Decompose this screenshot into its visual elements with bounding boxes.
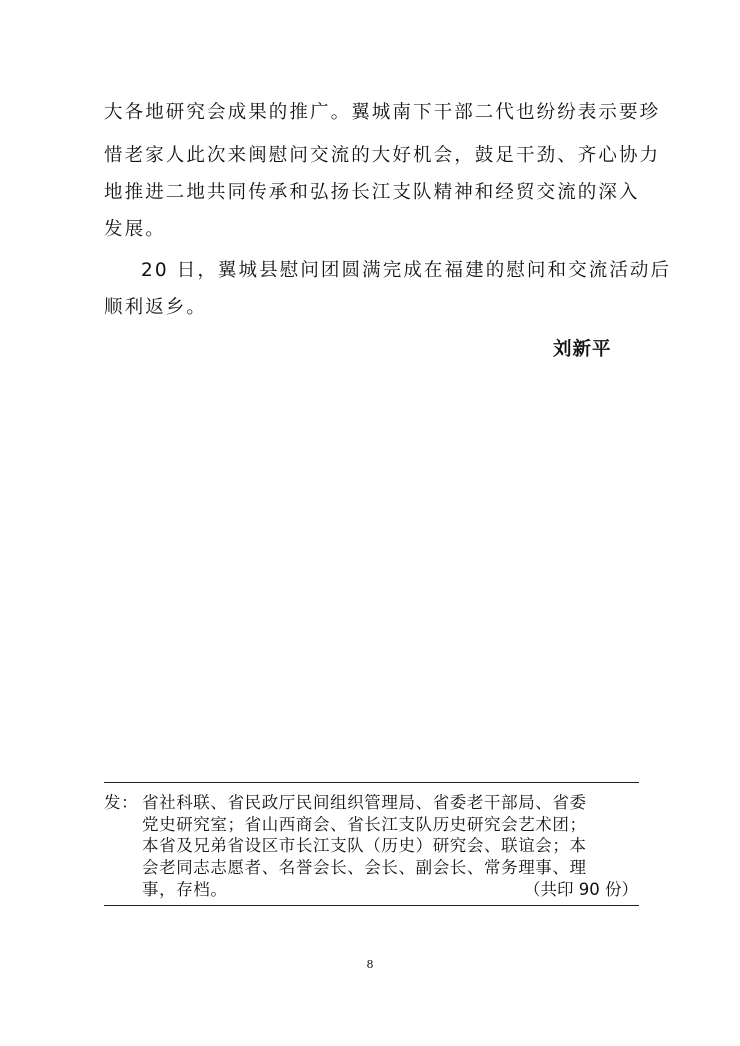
distribution-top-rule <box>104 782 639 783</box>
distribution-line: 党史研究室；省山西商会、省长江支队历史研究会艺术团； <box>142 815 587 834</box>
distribution-bottom-rule <box>104 905 639 906</box>
distribution-line: 会老同志志愿者、名誉会长、会长、副会长、常务理事、理 <box>142 858 587 877</box>
distribution-label: 发： <box>104 793 139 812</box>
body-line: 地推进二地共同传承和弘扬长江支队精神和经贸交流的深入 <box>104 182 640 203</box>
distribution-line: 本省及兄弟省设区市长江支队（历史）研究会、联谊会；本 <box>142 836 587 855</box>
body-line: 惜老家人此次来闽慰问交流的大好机会，鼓足干劲、齐心协力 <box>104 145 661 166</box>
body-line: 发展。 <box>104 219 166 240</box>
body-line: 大各地研究会成果的推广。翼城南下干部二代也纷纷表示要珍 <box>104 102 661 123</box>
page-number: 8 <box>366 958 374 971</box>
body-line: 20 日，翼城县慰问团圆满完成在福建的慰问和交流活动后 <box>141 260 672 281</box>
distribution-line: 省社科联、省民政厅民间组织管理局、省委老干部局、省委 <box>142 793 587 812</box>
distribution-line: 事，存档。 <box>142 880 228 899</box>
body-line: 顺利返乡。 <box>104 297 208 318</box>
author-signature: 刘新平 <box>553 339 612 360</box>
print-copies: （共印 90 份） <box>524 880 638 899</box>
